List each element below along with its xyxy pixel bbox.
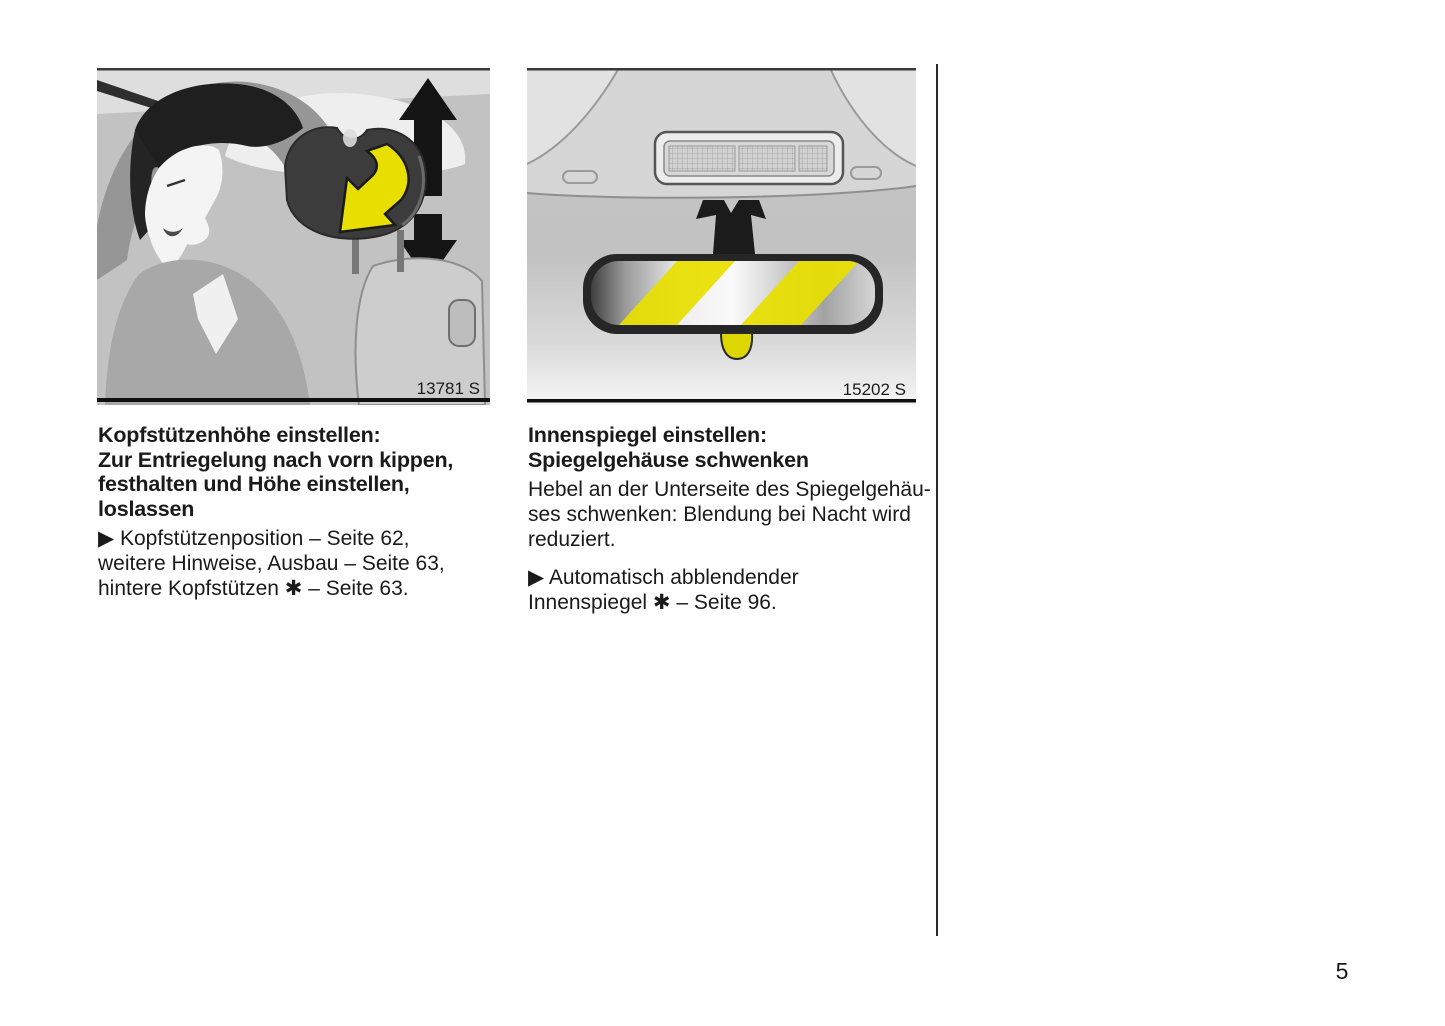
heading-line: Kopfstützenhöhe einstellen: <box>98 423 381 447</box>
seat-adjuster <box>449 300 475 346</box>
heading-line: Spiegelgehäuse schwenken <box>528 447 809 472</box>
heading-line: Innenspiegel einstellen: <box>528 423 767 447</box>
figure-bottom-edge <box>97 398 490 402</box>
heading-line: festhalten und Höhe einstellen, <box>98 472 410 496</box>
body-line: ▶ Kopfstützenposition – Seite 62, <box>98 527 410 550</box>
headrest-post <box>397 230 404 272</box>
body-line: reduziert. <box>528 528 616 551</box>
figure-caption: 13781 S <box>416 379 480 398</box>
headrest-post <box>352 238 359 274</box>
headrest-notch <box>343 129 357 147</box>
right-column-text <box>528 423 936 615</box>
section-body <box>528 477 936 552</box>
section-note <box>528 565 936 615</box>
headrest-illustration <box>97 68 490 405</box>
body-line: weitere Hinweise, Ausbau – Seite 63, <box>98 552 445 575</box>
mirror-illustration <box>527 68 916 405</box>
body-line: Hebel an der Unterseite des Spiegelgehäu- <box>528 478 931 501</box>
figure-top-edge <box>527 68 916 71</box>
body-line: hintere Kopfstützen ✱ – Seite 63. <box>98 577 409 600</box>
heading-line: loslassen <box>98 496 195 521</box>
dome-light-lens <box>799 146 827 171</box>
section-heading <box>528 423 936 472</box>
heading-line: Zur Entriegelung nach vorn kippen, <box>98 447 454 472</box>
left-column-text <box>98 423 506 601</box>
dome-light-lens <box>669 146 735 171</box>
figure-headrest-adjustment <box>97 68 490 405</box>
column-divider <box>936 64 938 936</box>
body-line: ses schwenken: Blendung bei Nacht wird <box>528 503 911 526</box>
figure-caption: 15202 S <box>842 380 906 399</box>
body-line: Innenspiegel ✱ – Seite 96. <box>528 591 777 614</box>
section-body <box>98 526 506 601</box>
figure-bottom-edge <box>527 399 916 403</box>
figure-top-edge <box>97 68 490 71</box>
section-heading <box>98 423 506 521</box>
page-number: 5 <box>1335 958 1349 984</box>
body-line: ▶ Automatisch abblendender <box>528 566 799 589</box>
figure-rearview-mirror <box>527 68 916 405</box>
dome-light-lens <box>739 146 795 171</box>
